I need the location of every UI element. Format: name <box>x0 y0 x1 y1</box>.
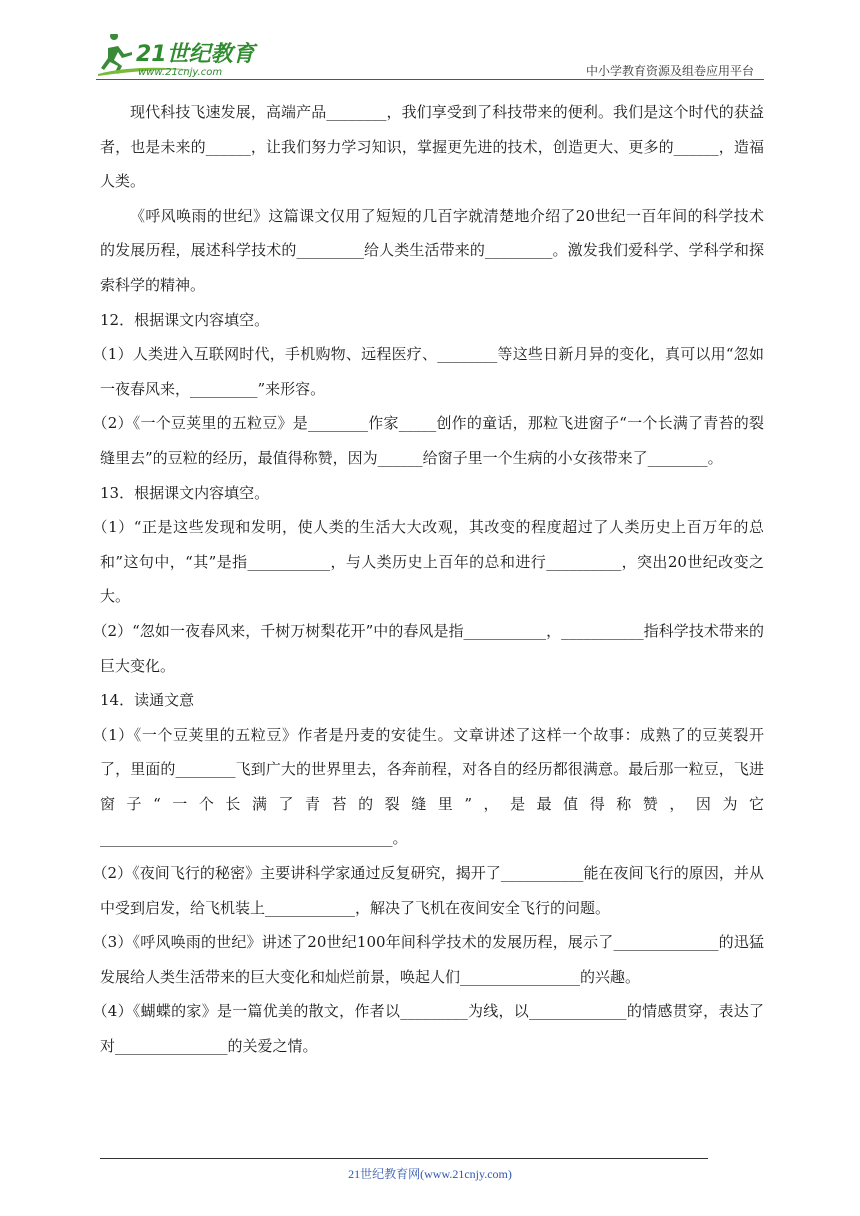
question-item: （4）《蝴蝶的家》是一篇优美的散文，作者以_________为线，以_____________的情感贯穿，表达了对_______________的关爱之情。 <box>92 1002 764 1056</box>
footer-link[interactable]: 21世纪教育网(www.21cnjy.com) <box>348 1167 512 1181</box>
platform-name: 中小学教育资源及组卷应用平台 <box>585 64 754 78</box>
question-item: （1）《一个豆荚里的五粒豆》作者是丹麦的安徒生。文章讲述了这样一个故事：成熟了的豆荚裂开了，里面的________飞到广大的世界里去，各奔前程，对各自的经历都很满意。最后那一粒豆，飞进窗子“一个长满了青苔的裂缝里”，是最值得称赞，因为它_______________________________________。 <box>92 725 764 848</box>
question-item: （2）“忽如一夜春风来，千树万树梨花开”中的春风是指___________，___________指科学技术带来的巨大变化。 <box>92 621 764 675</box>
question-title: 13．根据课文内容填空。 <box>100 483 270 502</box>
paragraph: 现代科技飞速发展，高端产品________，我们享受到了科技带来的便利。我们是这个时代的获益者，也是未来的______，让我们努力学习知识，掌握更先进的技术，创造更大、更多的______，造福人类。 <box>100 103 764 191</box>
logo-text: 21世纪教育 <box>136 42 255 67</box>
question-item: （2）《一个豆荚里的五粒豆》是________作家_____创作的童话，那粒飞进窗子“一个长满了青苔的裂缝里去”的豆粒的经历，最值得称赞，因为______给窗子里一个生病的小女孩带来了________。 <box>92 414 764 467</box>
question-item: （1）“正是这些发现和发明，使人类的生活大大改观，其改变的程度超过了人类历史上百万年的总和”这句中，“其”是指___________，与人类历史上百年的总和进行__________，突出20世纪改变之大。 <box>92 518 764 606</box>
logo-url: www.21cnjy.com <box>138 67 223 78</box>
runner-figure-icon <box>101 34 132 74</box>
question-item: （1）人类进入互联网时代，手机购物、远程医疗、________等这些日新月异的变化，真可以用“忽如一夜春风来，_________”来形容。 <box>92 345 764 398</box>
header-divider <box>96 79 764 80</box>
footer-divider <box>100 1158 708 1159</box>
page-header <box>96 34 764 80</box>
question-item: （2）《夜间飞行的秘密》主要讲科学家通过反复研究，揭开了___________能在夜间飞行的原因，并从中受到启发，给飞机装上____________，解决了飞机在夜间安全飞行的问题。 <box>92 864 764 917</box>
worksheet-content <box>92 95 764 1064</box>
question-title: 14．读通文意 <box>100 691 195 710</box>
paragraph: 《呼风唤雨的世纪》这篇课文仅用了短短的几百字就清楚地介绍了20世纪一百年间的科学技术的发展历程，展述科学技术的_________给人类生活带来的_________。激发我们爱科学、学科学和探索科学的精神。 <box>100 206 764 294</box>
site-logo <box>96 34 266 78</box>
question-item: （3）《呼风唤雨的世纪》讲述了20世纪100年间科学技术的发展历程，展示了______________的迅猛发展给人类生活带来的巨大变化和灿烂前景，唤起人们________________的兴趣。 <box>92 933 764 986</box>
question-title: 12．根据课文内容填空。 <box>100 310 270 329</box>
